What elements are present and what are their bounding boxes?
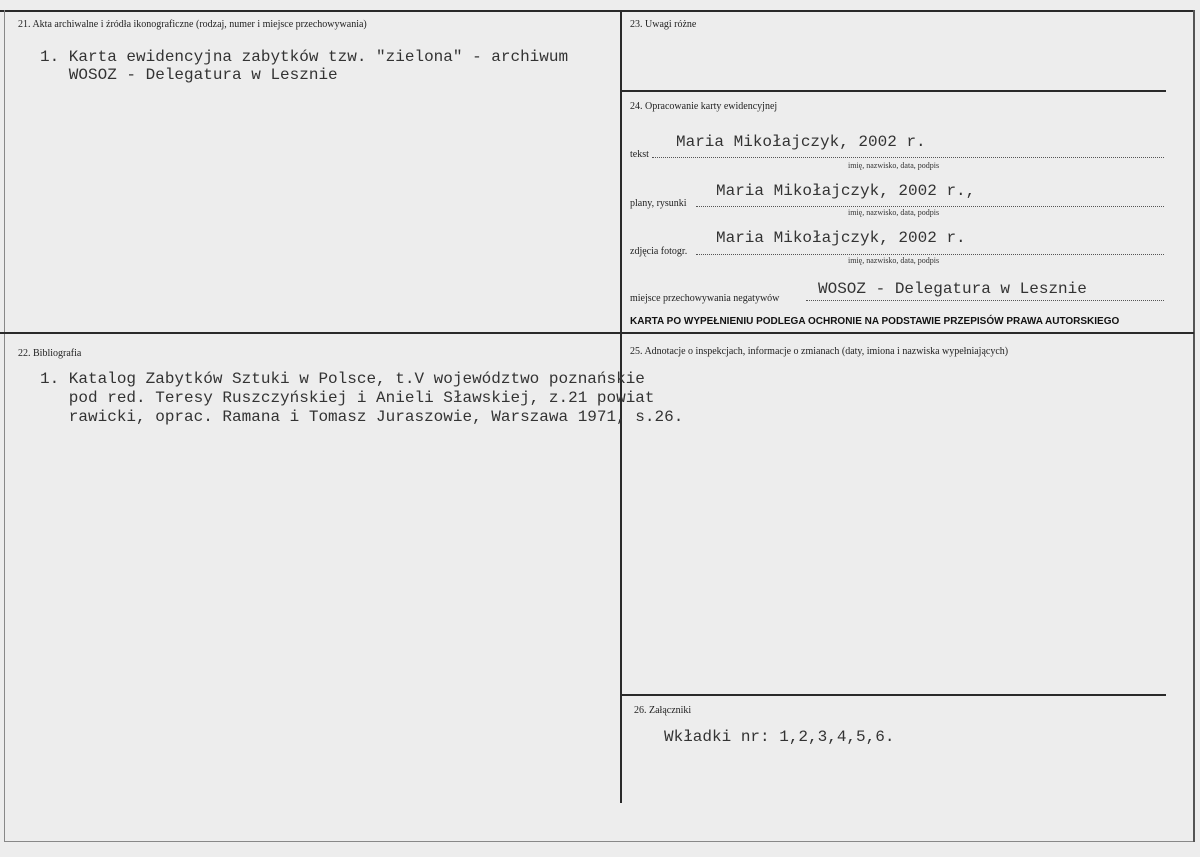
horizontal-divider-26 (620, 694, 1166, 696)
section-21-line-1: 1. Karta ewidencyjna zabytków tzw. "zielona" - archiwum (40, 48, 569, 66)
attachments-value: Wkładki nr: 1,2,3,4,5,6. (664, 728, 895, 746)
section-25-label: 25. Adnotacje o inspekcjach, informacje o zmianach (daty, imiona i nazwiska wypełniających) (630, 346, 1009, 357)
photos-field-dots (696, 254, 1164, 255)
plans-field-dots (696, 206, 1164, 207)
text-field-caption: imię, nazwisko, data, podpis (848, 161, 940, 170)
section-22-label: 22. Bibliografia (18, 348, 82, 359)
right-border (1193, 10, 1195, 842)
plans-author-value: Maria Mikołajczyk, 2002 r., (716, 182, 976, 200)
section-22-line-2: pod red. Teresy Ruszczyńskiej i Anieli Sławskiej, z.21 powiat (40, 389, 655, 407)
section-26-label: 26. Załączniki (634, 705, 692, 716)
plans-field-label: plany, rysunki (630, 198, 687, 209)
horizontal-divider-middle (0, 332, 1194, 334)
section-21-line-2: WOSOZ - Delegatura w Lesznie (40, 66, 338, 84)
negatives-field-dots (806, 300, 1164, 301)
section-23-label: 23. Uwagi różne (630, 19, 697, 30)
bottom-border (4, 841, 1194, 842)
text-field-label: tekst (630, 149, 649, 160)
copyright-notice: KARTA PO WYPEŁNIENIU PODLEGA OCHRONIE NA PODSTAWIE PRZEPISÓW PRAWA AUTORSKIEGO (630, 316, 1120, 327)
text-author-value: Maria Mikołajczyk, 2002 r. (676, 133, 926, 151)
section-22-line-1: 1. Katalog Zabytków Sztuki w Polsce, t.V województwo poznańskie (40, 370, 645, 388)
negatives-location-value: WOSOZ - Delegatura w Lesznie (818, 280, 1087, 298)
left-border (4, 10, 5, 842)
plans-field-caption: imię, nazwisko, data, podpis (848, 208, 940, 217)
photos-field-caption: imię, nazwisko, data, podpis (848, 256, 940, 265)
horizontal-divider-23 (620, 90, 1166, 92)
section-24-label: 24. Opracowanie karty ewidencyjnej (630, 101, 778, 112)
section-22-line-3: rawicki, oprac. Ramana i Tomasz Juraszowie, Warszawa 1971, s.26. (40, 408, 684, 426)
section-21-label: 21. Akta archiwalne i źródła ikonograficzne (rodzaj, numer i miejsce przechowywania) (18, 19, 367, 30)
photos-author-value: Maria Mikołajczyk, 2002 r. (716, 229, 966, 247)
negatives-field-label: miejsce przechowywania negatywów (630, 293, 780, 304)
text-field-dots (652, 157, 1164, 158)
photos-field-label: zdjęcia fotogr. (630, 246, 688, 257)
top-border (0, 10, 1194, 12)
